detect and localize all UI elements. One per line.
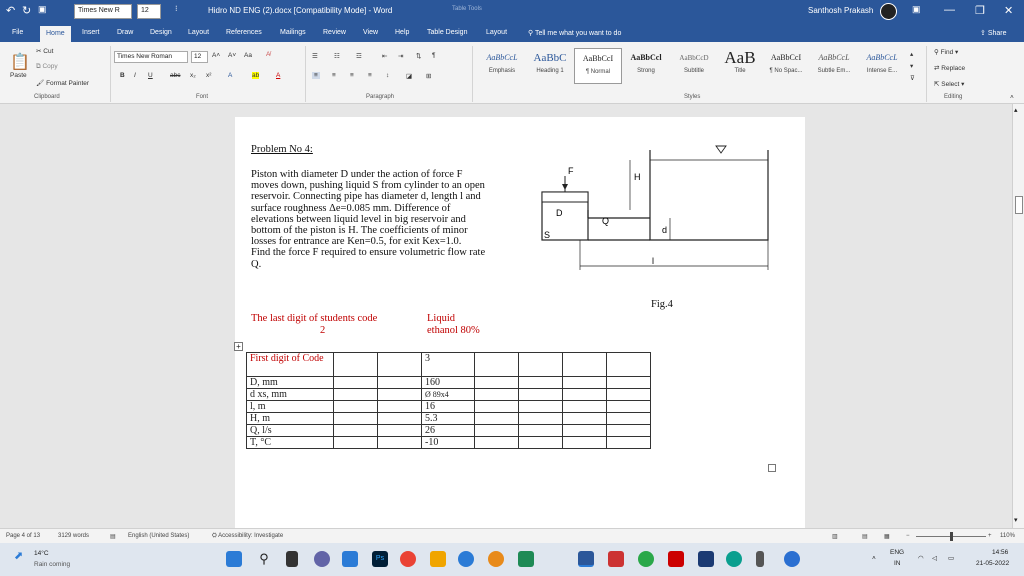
table-row — [247, 401, 651, 413]
table-cell[interactable] — [607, 353, 651, 377]
line-spacing-icon[interactable]: ↕ — [386, 72, 390, 79]
styles-scroll-up-icon[interactable]: ▴ — [910, 51, 914, 58]
table-cell[interactable] — [475, 437, 519, 449]
restore-icon[interactable]: ❐ — [975, 5, 985, 17]
battery-icon[interactable]: ▭ — [948, 555, 955, 562]
table-row — [247, 389, 651, 401]
label-piston-diameter: D — [556, 208, 563, 218]
word-count[interactable]: 3129 words — [58, 533, 90, 539]
table-cell[interactable] — [475, 389, 519, 401]
last-digit-label: The last digit of students code — [251, 313, 378, 324]
reservoir-outline — [650, 150, 768, 240]
title-bar — [0, 0, 1024, 24]
shrink-font-icon[interactable]: A˅ — [228, 52, 237, 59]
save-icon[interactable]: ▣ — [38, 4, 47, 14]
input-language[interactable]: ENG — [890, 549, 905, 556]
style-strong[interactable] — [622, 48, 670, 84]
table-cell[interactable] — [519, 401, 563, 413]
table-cell[interactable] — [475, 377, 519, 389]
share-button[interactable]: ⇪ Share — [980, 30, 1007, 37]
scroll-up-icon[interactable]: ▴ — [1014, 107, 1018, 114]
tray-expand-icon[interactable]: ˄ — [872, 555, 876, 562]
increase-indent-icon[interactable]: ⇥ — [398, 53, 404, 60]
table-cell[interactable] — [334, 401, 378, 413]
style-preview: AaBbCcI — [582, 54, 614, 63]
user-name[interactable]: Santhosh Prakash — [808, 6, 874, 15]
language[interactable]: English (United States) — [128, 533, 190, 539]
piston — [542, 192, 588, 202]
table-cell[interactable] — [378, 377, 422, 389]
undo-icon[interactable]: ↶ — [6, 5, 16, 17]
telegram-icon[interactable] — [458, 551, 474, 567]
find-button[interactable]: ⚲ Find ▾ — [934, 49, 959, 56]
app-icon[interactable] — [784, 551, 800, 567]
table-move-handle[interactable]: + — [234, 342, 243, 351]
table-cell[interactable] — [378, 389, 422, 401]
tab-table-design[interactable]: Table Design — [427, 29, 468, 36]
font-size-select[interactable]: 12 — [191, 51, 208, 63]
grow-font-icon[interactable]: A˄ — [212, 52, 221, 59]
table-cell[interactable] — [519, 353, 563, 377]
underline-icon[interactable]: U — [148, 72, 153, 79]
accessibility-status[interactable]: ⛭ Accessibility: Investigate — [212, 533, 284, 539]
table-cell[interactable]: 160 — [422, 377, 475, 389]
table-row — [247, 437, 651, 449]
style-intense-emphasis[interactable] — [858, 48, 906, 84]
superscript-icon[interactable]: x² — [206, 72, 212, 79]
focus-mode-icon[interactable]: ▥ — [832, 534, 838, 540]
table-cell[interactable]: 5.3 — [422, 413, 475, 425]
justify-icon[interactable]: ≡ — [368, 72, 372, 79]
clock-time[interactable]: 14:56 — [992, 549, 1009, 556]
table-cell[interactable] — [475, 425, 519, 437]
find-label: Find — [940, 49, 954, 56]
decrease-indent-icon[interactable]: ⇤ — [382, 53, 388, 60]
table-cell[interactable]: 26 — [422, 425, 475, 437]
tab-layout[interactable]: Layout — [188, 29, 210, 36]
table-cell[interactable]: Q, l/s — [247, 425, 334, 437]
align-center-icon[interactable]: ≡ — [332, 72, 336, 79]
table-cell[interactable]: Ø 89x4 — [422, 389, 475, 401]
style-emphasis[interactable] — [478, 48, 526, 84]
style-name: Emphasis — [488, 68, 516, 74]
table-cell[interactable]: d xs, mm — [247, 389, 334, 401]
document-title: Hidro ND ENG (2).docx [Compatibility Mode] - Word — [208, 6, 393, 15]
edge-icon[interactable] — [726, 551, 742, 567]
label-pipe-diameter: d — [662, 225, 668, 235]
table-cell[interactable] — [334, 353, 378, 377]
tell-me-search[interactable]: ⚲ Tell me what you want to do — [528, 30, 622, 37]
table-cell[interactable] — [607, 377, 651, 389]
style-title[interactable] — [716, 48, 764, 84]
photos-icon[interactable] — [698, 551, 714, 567]
start-icon[interactable] — [226, 551, 242, 567]
label-length: l — [652, 256, 654, 266]
water-level-marker — [716, 146, 726, 153]
styles-more-icon[interactable]: ⊽ — [910, 75, 915, 82]
style-preview: AaBbCcl — [630, 53, 662, 62]
shading-icon[interactable]: ◪ — [406, 73, 413, 80]
weather-temp[interactable]: 14°C — [34, 550, 49, 557]
styles-group-label: Styles — [684, 94, 701, 100]
liquid-value: ethanol 80% — [427, 325, 480, 336]
app-icon[interactable] — [638, 551, 654, 567]
file-explorer-icon[interactable] — [430, 551, 446, 567]
table-cell[interactable] — [475, 353, 519, 377]
scrollbar-thumb[interactable] — [1015, 196, 1023, 214]
divider — [110, 46, 111, 102]
table-cell[interactable] — [334, 425, 378, 437]
tab-draw[interactable]: Draw — [117, 29, 134, 36]
italic-icon[interactable]: I — [134, 72, 136, 79]
table-cell[interactable] — [378, 413, 422, 425]
app-icon[interactable] — [518, 551, 534, 567]
table-cell[interactable] — [378, 425, 422, 437]
table-cell[interactable]: D, mm — [247, 377, 334, 389]
style-preview: AaBbCcD — [679, 54, 709, 62]
table-cell[interactable] — [563, 401, 607, 413]
style-heading-1[interactable] — [526, 48, 574, 84]
strikethrough-icon[interactable]: abc — [170, 72, 181, 79]
zoom-slider-thumb[interactable] — [950, 532, 953, 541]
editing-group-label: Editing — [944, 94, 963, 100]
style-subtle-emphasis[interactable] — [810, 48, 858, 84]
table-cell[interactable]: 16 — [422, 401, 475, 413]
tell-me-text: Tell me what you want to do — [534, 30, 622, 37]
table-cell[interactable] — [378, 401, 422, 413]
style-preview: AaBbC — [533, 52, 567, 64]
label-height: H — [634, 172, 641, 182]
tab-insert[interactable]: Insert — [82, 29, 100, 36]
style-name: Subtitle — [683, 68, 704, 74]
tab-table-layout[interactable]: Layout — [486, 29, 508, 36]
style-name: ¶ Normal — [585, 69, 611, 75]
page-count[interactable]: Page 4 of 13 — [6, 533, 41, 539]
wifi-icon[interactable]: ◠ — [918, 555, 924, 562]
style-preview: AaBbCcL — [818, 53, 850, 62]
accessibility-label: Accessibility: Investigate — [218, 533, 284, 539]
change-case-icon[interactable]: Aa — [244, 52, 252, 59]
table-row — [247, 413, 651, 425]
paragraph-line: reservoir. Connecting pipe has diameter d, length l and — [251, 191, 481, 203]
tab-file[interactable]: File — [12, 29, 24, 36]
scroll-down-icon[interactable]: ▾ — [1014, 517, 1018, 524]
table-row — [247, 377, 651, 389]
font-group-label: Font — [196, 94, 209, 100]
copy-button[interactable]: ⧉ Copy — [36, 63, 58, 70]
figure-caption: Fig.4 — [651, 299, 673, 310]
style-name: ¶ No Spac... — [769, 68, 803, 74]
table-cell[interactable] — [519, 437, 563, 449]
tab-mailings[interactable]: Mailings — [280, 29, 306, 36]
paste-button[interactable]: Paste — [10, 72, 27, 79]
table-cell[interactable] — [607, 413, 651, 425]
table-cell[interactable]: l, m — [247, 401, 334, 413]
force-arrow-head — [562, 184, 568, 190]
table-cell[interactable] — [563, 413, 607, 425]
teams-icon[interactable] — [314, 551, 330, 567]
avatar[interactable] — [880, 3, 897, 20]
table-cell[interactable] — [607, 389, 651, 401]
clear-format-icon[interactable]: A̸ — [266, 51, 271, 58]
subscript-icon[interactable]: x₂ — [190, 72, 196, 79]
word-icon[interactable] — [578, 551, 594, 567]
windows-taskbar — [0, 543, 1024, 576]
table-row — [247, 425, 651, 437]
problem-paragraph — [251, 169, 523, 270]
vscode-icon[interactable] — [342, 551, 358, 567]
redo-icon[interactable]: ↻ — [22, 5, 32, 17]
table-cell[interactable] — [607, 401, 651, 413]
input-region[interactable]: IN — [894, 560, 901, 567]
format-painter-label: Format Painter — [46, 80, 90, 87]
solidworks-icon[interactable] — [668, 551, 684, 567]
ribbon-home — [0, 42, 1024, 104]
style-preview: AaBbCcL — [486, 53, 518, 62]
tab-design[interactable]: Design — [150, 29, 172, 36]
bold-icon[interactable]: B — [120, 72, 125, 79]
tab-view[interactable]: View — [363, 29, 379, 36]
divider — [926, 46, 927, 102]
tab-help[interactable]: Help — [395, 29, 410, 36]
firefox-icon[interactable] — [488, 551, 504, 567]
table-tools-label: Table Tools — [452, 6, 482, 12]
table-cell[interactable] — [378, 437, 422, 449]
matlab-icon[interactable] — [608, 551, 624, 567]
table-cell[interactable] — [563, 425, 607, 437]
search-icon[interactable]: ⚲ — [259, 551, 269, 566]
table-cell[interactable] — [475, 413, 519, 425]
app-icon[interactable] — [756, 551, 764, 567]
highlight-icon[interactable]: ab — [252, 72, 260, 79]
paragraph-group-label: Paragraph — [366, 94, 395, 100]
table-cell[interactable] — [519, 389, 563, 401]
cut-button[interactable]: ✂ Cut — [36, 48, 54, 55]
paste-icon[interactable]: 📋 — [10, 54, 30, 71]
align-right-icon[interactable]: ≡ — [350, 72, 354, 79]
multilevel-icon[interactable]: ☲ — [356, 53, 362, 60]
copy-label: Copy — [42, 63, 58, 70]
table-cell[interactable] — [334, 437, 378, 449]
style-normal[interactable] — [574, 48, 622, 84]
table-cell[interactable] — [563, 437, 607, 449]
vertical-scrollbar[interactable] — [1012, 104, 1024, 528]
proofing-icon[interactable]: ▤ — [110, 534, 116, 540]
replace-button[interactable]: ⇄ Replace — [934, 65, 966, 72]
table-cell[interactable]: T, °C — [247, 437, 334, 449]
format-painter-button[interactable]: 🖌 Format Painter — [36, 80, 90, 87]
table-cell[interactable] — [607, 437, 651, 449]
style-name: Title — [734, 68, 746, 74]
table-cell[interactable] — [563, 377, 607, 389]
label-flow: Q — [602, 216, 610, 226]
weather-desc[interactable]: Rain coming — [34, 561, 71, 568]
table-cell[interactable] — [334, 377, 378, 389]
style-name: Strong — [637, 68, 655, 74]
text-effects-icon[interactable]: A — [228, 72, 233, 79]
chrome-icon[interactable] — [400, 551, 416, 567]
cut-label: Cut — [43, 48, 54, 55]
problem-heading: Problem No 4: — [251, 144, 313, 155]
weather-icon[interactable]: ⬈ — [14, 550, 24, 562]
style-subtitle[interactable] — [670, 48, 718, 84]
quick-size-box[interactable]: 12 — [137, 4, 161, 19]
table-cell[interactable]: H, m — [247, 413, 334, 425]
variant-table — [246, 352, 651, 449]
table-cell[interactable] — [334, 413, 378, 425]
align-left-icon[interactable]: ≡ — [314, 72, 318, 79]
table-resize-handle[interactable] — [768, 464, 776, 472]
paragraph-line: moves down, pushing liquid S from cylinder to an open — [251, 180, 485, 192]
liquid-label: Liquid — [427, 313, 455, 324]
last-digit-value: 2 — [320, 325, 326, 336]
table-cell[interactable]: -10 — [422, 437, 475, 449]
paragraph-line: Piston with diameter D under the action of force F — [251, 169, 463, 180]
zoom-out-icon[interactable]: − — [906, 533, 910, 539]
clipboard-group-label: Clipboard — [34, 94, 60, 100]
ribbon-tabs — [0, 24, 1024, 42]
paragraph-line: bottom of the piston is H. The coefficients of minor — [251, 225, 468, 237]
paragraph-line: elevations between liquid level in big reservoir and — [251, 213, 466, 225]
replace-label: Replace — [941, 65, 966, 72]
table-cell[interactable] — [607, 425, 651, 437]
style-preview: AaB — [724, 48, 756, 67]
close-icon[interactable]: ✕ — [1004, 5, 1014, 17]
show-marks-icon[interactable]: ¶ — [432, 52, 436, 59]
sort-icon[interactable]: ⇅ — [416, 53, 422, 60]
table-cell[interactable] — [519, 413, 563, 425]
share-label: Share — [987, 30, 1007, 37]
table-cell[interactable] — [563, 389, 607, 401]
table-cell[interactable] — [563, 353, 607, 377]
table-cell[interactable] — [519, 425, 563, 437]
select-button[interactable]: ⇱ Select ▾ — [934, 81, 965, 88]
status-bar — [0, 528, 1024, 543]
volume-icon[interactable]: ◁ — [932, 555, 937, 562]
label-force: F — [568, 166, 574, 176]
zoom-in-icon[interactable]: + — [988, 533, 992, 539]
print-layout-icon[interactable]: ▤ — [862, 534, 868, 540]
font-family-select[interactable]: Times New Roman — [114, 51, 188, 63]
ribbon-display-icon[interactable]: ▣ — [912, 4, 921, 14]
table-cell[interactable] — [519, 377, 563, 389]
task-view-icon[interactable] — [286, 551, 298, 567]
style-preview: AaBbCcI — [770, 53, 802, 62]
table-cell[interactable] — [334, 389, 378, 401]
web-layout-icon[interactable]: ▦ — [884, 534, 890, 540]
divider — [472, 46, 473, 102]
paragraph-line: surface roughness Δe=0.085 mm. Difference of — [251, 202, 451, 214]
style-no-spacing[interactable] — [762, 48, 810, 84]
customize-toolbar-icon[interactable]: ⁝ — [175, 4, 178, 13]
label-liquid: S — [544, 230, 551, 240]
tab-review[interactable]: Review — [323, 29, 346, 36]
zoom-level[interactable]: 110% — [1000, 533, 1015, 539]
table-cell[interactable]: First digit of Code — [247, 353, 334, 377]
quick-font-box[interactable]: Times New R — [74, 4, 132, 19]
tab-references[interactable]: References — [226, 29, 262, 36]
collapse-ribbon-icon[interactable]: ˄ — [1010, 94, 1014, 101]
select-label: Select — [941, 81, 960, 88]
borders-icon[interactable]: ⊞ — [426, 73, 432, 80]
style-name: Subtle Em... — [817, 68, 851, 74]
divider — [305, 46, 306, 102]
clock-date[interactable]: 21-05-2022 — [976, 560, 1010, 567]
photoshop-icon[interactable]: Ps — [372, 551, 388, 567]
font-color-icon[interactable]: A — [276, 72, 281, 79]
bullets-icon[interactable]: ☰ — [312, 53, 318, 60]
numbering-icon[interactable]: ☷ — [334, 53, 340, 60]
style-name: Heading 1 — [536, 68, 564, 74]
style-preview: AaBbCcL — [866, 53, 898, 62]
hydraulic-figure — [530, 140, 770, 275]
style-name: Intense E... — [866, 68, 898, 74]
table-cell[interactable]: 3 — [422, 353, 475, 377]
table-row — [247, 353, 651, 377]
table-cell[interactable] — [378, 353, 422, 377]
paragraph-line: Q. — [251, 258, 262, 270]
styles-scroll-down-icon[interactable]: ▾ — [910, 63, 914, 70]
paragraph-line: losses for entrance are Ken=0.5, for exit Kex=1.0. — [251, 236, 462, 248]
paragraph-line: Find the force F required to ensure volumetric flow rate — [251, 247, 486, 259]
table-cell[interactable] — [475, 401, 519, 413]
tab-home[interactable]: Home — [40, 26, 71, 42]
minimize-icon[interactable]: — — [944, 4, 955, 16]
